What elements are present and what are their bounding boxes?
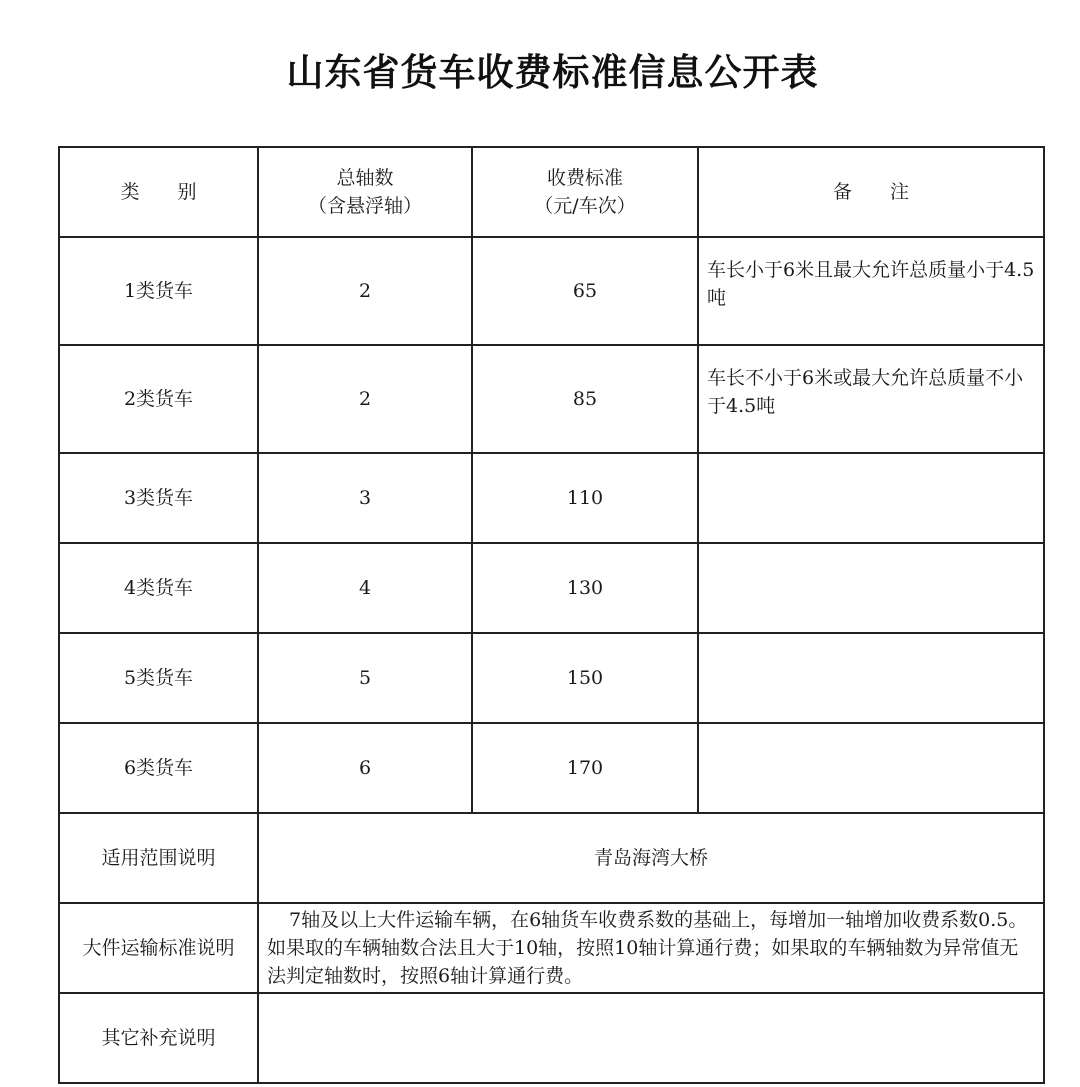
row-fee: 110 bbox=[472, 453, 698, 543]
row-category: 3类货车 bbox=[59, 453, 258, 543]
table-row bbox=[59, 453, 1044, 543]
row-note bbox=[698, 723, 1044, 813]
header-axles bbox=[258, 147, 472, 237]
table-row bbox=[59, 633, 1044, 723]
other-value bbox=[258, 993, 1044, 1083]
row-axles: 2 bbox=[258, 237, 472, 345]
row-fee: 85 bbox=[472, 345, 698, 453]
scope-row bbox=[59, 813, 1044, 903]
table-row bbox=[59, 543, 1044, 633]
header-category-label: 类 别 bbox=[120, 181, 213, 203]
row-axles: 6 bbox=[258, 723, 472, 813]
table-row bbox=[59, 237, 1044, 345]
row-fee: 65 bbox=[472, 237, 698, 345]
row-category: 6类货车 bbox=[59, 723, 258, 813]
toll-fee-table bbox=[58, 146, 1045, 1084]
scope-label: 适用范围说明 bbox=[59, 813, 258, 903]
header-remarks bbox=[698, 147, 1044, 237]
row-category: 5类货车 bbox=[59, 633, 258, 723]
page-title: 山东省货车收费标准信息公开表 bbox=[286, 50, 819, 94]
row-axles: 2 bbox=[258, 345, 472, 453]
row-category: 2类货车 bbox=[59, 345, 258, 453]
row-fee: 170 bbox=[472, 723, 698, 813]
row-fee: 130 bbox=[472, 543, 698, 633]
header-axles-sublabel: （含悬浮轴） bbox=[307, 195, 422, 217]
row-axles: 5 bbox=[258, 633, 472, 723]
header-category bbox=[59, 147, 258, 237]
row-note: 车长小于6米且最大允许总质量小于4.5吨 bbox=[698, 237, 1044, 345]
other-label: 其它补充说明 bbox=[59, 993, 258, 1083]
header-fee bbox=[472, 147, 698, 237]
row-note: 车长不小于6米或最大允许总质量不小于4.5吨 bbox=[698, 345, 1044, 453]
row-note bbox=[698, 453, 1044, 543]
row-note bbox=[698, 543, 1044, 633]
oversize-cell bbox=[258, 903, 1044, 993]
header-axles-label: 总轴数 bbox=[336, 167, 394, 189]
table-row bbox=[59, 345, 1044, 453]
oversize-value: 7轴及以上大件运输车辆，在6轴货车收费系数的基础上，每增加一轴增加收费系数0.5。如果取的车辆轴数合法且大于10轴，按照10轴计算通行费；如果取的车辆轴数为异常值无法判定轴数时，按照6轴计算通行费。 bbox=[267, 909, 1028, 987]
table-row bbox=[59, 723, 1044, 813]
oversize-label: 大件运输标准说明 bbox=[59, 903, 258, 993]
row-category: 4类货车 bbox=[59, 543, 258, 633]
row-note bbox=[698, 633, 1044, 723]
oversize-row bbox=[59, 903, 1044, 993]
table-header-row bbox=[59, 147, 1044, 237]
other-row bbox=[59, 993, 1044, 1083]
scope-value: 青岛海湾大桥 bbox=[258, 813, 1044, 903]
row-axles: 3 bbox=[258, 453, 472, 543]
row-category: 1类货车 bbox=[59, 237, 258, 345]
header-remarks-label: 备 注 bbox=[832, 181, 926, 203]
row-axles: 4 bbox=[258, 543, 472, 633]
header-fee-label: 收费标准 bbox=[546, 167, 623, 189]
header-fee-sublabel: （元/车次） bbox=[534, 195, 636, 217]
row-fee: 150 bbox=[472, 633, 698, 723]
